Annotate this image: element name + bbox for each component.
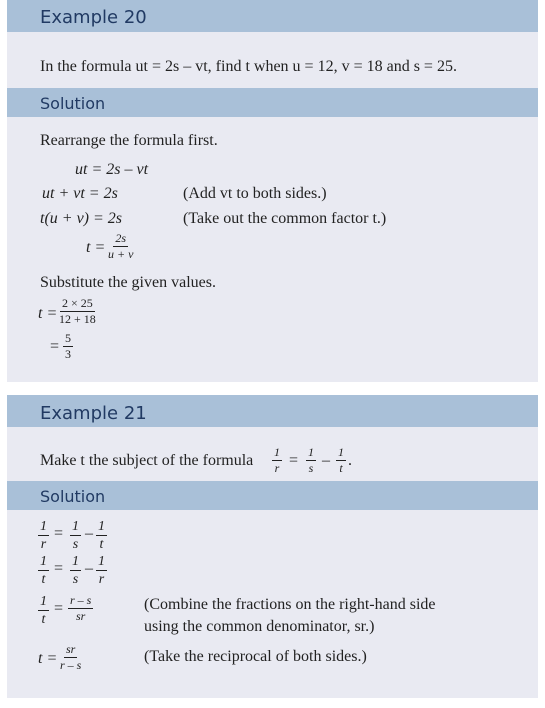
solution-label: Solution [40,487,106,506]
question-equals: = [289,452,299,469]
step4-note: (Take the reciprocal of both sides.) [144,648,367,665]
denominator: s [72,572,79,588]
example-20-panel [7,0,538,382]
numerator: 2 × 25 [60,297,95,312]
example-20-title: Example 20 [40,7,147,28]
step3-note-line-2: using the common denominator, sr.) [144,618,375,635]
denominator: r – s [60,658,82,673]
step1-fraction-c [96,519,107,553]
denominator: t [41,612,46,628]
step2-minus: – [85,560,93,577]
denominator: 12 + 18 [59,312,96,327]
step4-fraction [60,643,81,672]
question-fraction-1-over-r [272,446,282,475]
numerator: 1 [272,446,282,461]
example-21-header [7,395,538,427]
equation-note-3: (Take out the common factor t.) [183,210,387,227]
denominator: t [99,537,104,553]
step3-fraction-a [38,594,49,628]
intro-text: Rearrange the formula first. [40,132,218,149]
example-21-panel [7,395,538,698]
denominator: sr [76,609,86,624]
solution-label: Solution [40,94,106,113]
denominator: 3 [65,347,71,362]
denominator: r [40,537,47,553]
equation-note-2: (Add vt to both sides.) [183,185,327,202]
step1-fraction-b [70,519,81,553]
fraction-five-thirds [63,332,73,361]
numerator: 1 [70,519,81,536]
fraction-substituted [59,297,96,326]
numerator: r – s [68,594,93,609]
step1-fraction-a [38,519,49,553]
step3-fraction-b [68,594,93,623]
numerator: 1 [306,446,316,461]
substitute-text: Substitute the given values. [40,274,216,291]
denominator: s [72,537,79,553]
solution-header [7,88,538,117]
numerator: 1 [336,446,346,461]
solution-header [7,481,538,510]
step3-equals: = [54,600,64,617]
equation-line-6-eq: = [50,338,60,355]
equation-line-3: t(u + v) = 2s [40,210,123,227]
step2-fraction-c [96,554,107,588]
denominator: t [339,461,343,476]
step2-equals: = [54,560,64,577]
numerator: 1 [38,594,49,611]
question-period: . [348,452,352,469]
numerator: 2s [113,232,128,247]
example-21-title: Example 21 [40,403,147,424]
equation-line-1: ut = 2s – vt [75,161,149,178]
numerator: 1 [38,519,49,536]
denominator: r [98,572,105,588]
fraction-2s-over-u-plus-v [108,232,133,261]
denominator: u + v [108,247,134,262]
example-21-question-text: Make t the subject of the formula [40,452,254,469]
step2-fraction-b [70,554,81,588]
step4-lhs: t = [38,650,58,667]
step1-minus: – [85,525,93,542]
example-20-question: In the formula ut = 2s – vt, find t when u = 12, v = 18 and s = 25. [40,58,457,75]
numerator: 1 [96,519,107,536]
step3-note-line-1: (Combine the fractions on the right-hand side [144,596,436,613]
question-minus: – [322,452,330,469]
numerator: sr [64,643,77,658]
question-fraction-1-over-t [336,446,346,475]
numerator: 1 [70,554,81,571]
step2-fraction-a [38,554,49,588]
denominator: r [274,461,280,476]
numerator: 1 [96,554,107,571]
equation-line-4-lhs: t = [86,239,106,256]
step1-equals: = [54,525,64,542]
equation-line-2: ut + vt = 2s [42,185,118,202]
equation-line-5-lhs: t = [38,305,58,322]
denominator: s [308,461,314,476]
numerator: 1 [38,554,49,571]
numerator: 5 [63,332,73,347]
denominator: t [41,572,46,588]
example-20-header [7,0,538,32]
question-fraction-1-over-s [306,446,316,475]
